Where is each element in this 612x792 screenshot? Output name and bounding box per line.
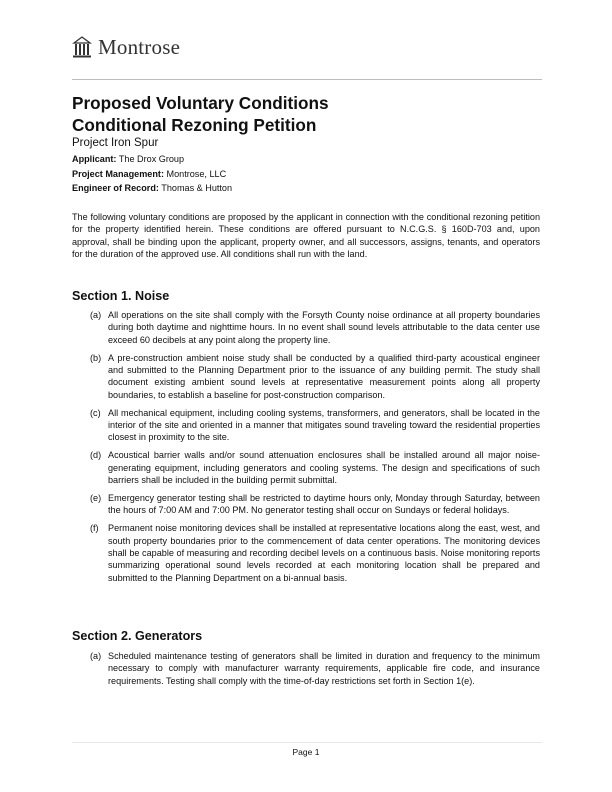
item-text: Acoustical barrier walls and/or sound attenuation enclosures shall be installed around all major noise-generating equipment, including generators and cooling systems. The design and specifications of such barriers shall be included in the building permit submittal. xyxy=(108,450,540,485)
building-columns-icon xyxy=(72,36,92,58)
list-item xyxy=(90,407,540,444)
item-label: (b) xyxy=(90,352,102,363)
item-text: Permanent noise monitoring devices shall be installed at representative locations along the east, west, and south property boundaries prior to the commencement of data center operations. The monitoring devices shall be capable of measuring and recording decibel levels on a continuous basis. Noise monitoring reports summarizing operational sound levels recorded at each monitoring location shall be prepared and submitted to the Planning Department on a bi-annual basis. xyxy=(108,523,540,583)
meta-value: The Drox Group xyxy=(118,154,185,164)
project-name: Project Iron Spur xyxy=(72,137,159,149)
meta-label: Engineer of Record: xyxy=(72,183,159,193)
list-item xyxy=(90,352,540,401)
meta-value: Montrose, LLC xyxy=(166,168,227,179)
intro-paragraph: The following voluntary conditions are proposed by the applicant in connection with the conditional rezoning petition for the property identified herein. These conditions are offered pursuant to N.C.G.S. § 160D-703 and, upon approval, shall be binding upon the applicant, property owner, and all successors, assigns, tenants, and operators for the duration of the approved use. All conditions shall run with the land. xyxy=(72,212,540,259)
item-label: (c) xyxy=(90,407,101,418)
project-meta xyxy=(72,152,232,196)
meta-label: Applicant: xyxy=(72,154,117,164)
list-item xyxy=(90,449,540,486)
list-item xyxy=(90,650,540,687)
header-divider xyxy=(72,79,542,80)
item-label: (a) xyxy=(90,310,102,320)
item-text: All operations on the site shall comply with the Forsyth County noise ordinance at all property boundaries during both daytime and nighttime hours. In no event shall sound levels attributable to the data center use exceed 60 decibels at any point along the property line. xyxy=(108,310,540,345)
footer-divider xyxy=(72,742,542,743)
item-label: (e) xyxy=(90,493,102,504)
item-label: (a) xyxy=(90,651,102,661)
item-text: Emergency generator testing shall be restricted to daytime hours only, Monday through Saturday, between the hours of 7:00 AM and 7:00 PM. No generator testing shall occur on Sundays or federal holidays. xyxy=(108,493,540,516)
header xyxy=(72,32,180,62)
page-number: Page 1 xyxy=(292,747,320,757)
section-1-list xyxy=(90,309,540,590)
item-text: All mechanical equipment, including cooling systems, transformers, and generators, shall be located in the interior of the site and oriented in a manner that mitigates sound traveling toward the residential properties closest in proximity to the site. xyxy=(108,407,540,443)
meta-applicant xyxy=(72,152,232,167)
list-item xyxy=(90,492,540,517)
list-item xyxy=(90,309,540,346)
item-label: (d) xyxy=(90,450,102,461)
item-label: (f) xyxy=(90,523,99,534)
meta-label: Project Management: xyxy=(72,168,164,179)
meta-value: Thomas & Hutton xyxy=(161,183,233,193)
meta-engineer-of-record xyxy=(72,181,232,196)
meta-project-management xyxy=(72,167,232,182)
section-2-heading: Section 2. Generators xyxy=(72,629,203,643)
section-2-list xyxy=(90,650,540,693)
section-1-heading: Section 1. Noise xyxy=(72,289,170,303)
title-line-1: Proposed Voluntary Conditions xyxy=(72,93,329,113)
list-item xyxy=(90,522,540,583)
document-title xyxy=(72,92,329,136)
brand-logo-text: Montrose xyxy=(98,34,181,59)
item-text: A pre-construction ambient noise study shall be conducted by a qualified third-party acoustical engineer and submitted to the Planning Department prior to the issuance of any building permit. The study shall document existing ambient sound levels at representative measurement points along all property boundaries, to establish a baseline for post-construction comparison. xyxy=(108,352,540,400)
item-text: Scheduled maintenance testing of generators shall be limited in duration and frequency to the minimum necessary to comply with manufacturer warranty requirements, applicable fire code, and insurance requirements. Testing shall comply with the time-of-day restrictions set forth in Section 1(e). xyxy=(108,651,540,686)
title-line-2: Conditional Rezoning Petition xyxy=(72,115,317,135)
